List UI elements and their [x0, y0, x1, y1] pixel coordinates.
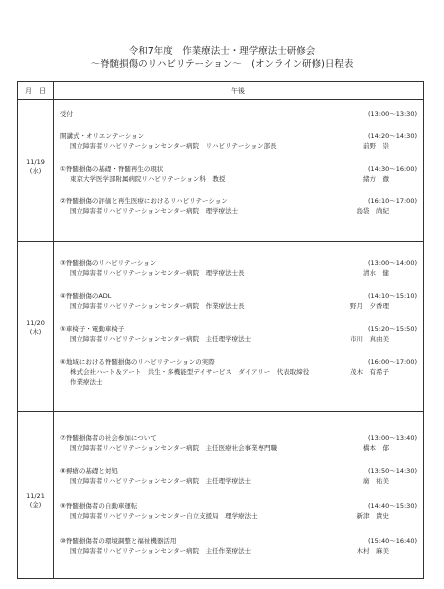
- session-lecturer: 緒方 徹: [363, 175, 389, 183]
- session-lecturer: 廣 祐美: [363, 477, 389, 485]
- session-lecturer: 清水 健: [363, 269, 389, 277]
- session-affiliation: 国立障害者リハビリテーションセンター病院 リハビリテーション部長: [70, 142, 277, 150]
- list-item: [60, 109, 417, 119]
- session-time: (13:00～14:00): [367, 259, 417, 267]
- day-divider: [18, 241, 423, 242]
- schedule-table: [17, 81, 424, 579]
- list-item: [60, 466, 417, 486]
- session-lecturer: 橋本 郁: [363, 444, 389, 452]
- document-title: 令和7年度 作業療法士・理学療法士研修会: [128, 46, 316, 57]
- session-title: ⑦脊髄損傷者の社会参加について: [60, 434, 157, 442]
- session-time: (15:40～16:40): [367, 537, 417, 545]
- session-time: (14:20～14:30): [367, 132, 417, 140]
- session-affiliation: 国立障害者リハビリテーションセンター自立支援局 理学療法士: [70, 512, 258, 520]
- list-item: [60, 324, 417, 344]
- session-lecturer: 市川 真由美: [350, 335, 389, 343]
- session-lecturer: 茂木 有希子: [350, 368, 389, 376]
- document-subtitle: ～脊髄損傷のリハビリテーション～ (オンライン研修)日程表: [90, 59, 354, 70]
- list-item: [60, 164, 417, 184]
- day-date: 11/19 (水): [26, 158, 45, 175]
- session-time: (16:10～17:00): [367, 197, 417, 205]
- session-lecturer: 新津 貴史: [356, 512, 389, 520]
- day-divider: [18, 411, 423, 412]
- header-afternoon: 午後: [231, 87, 245, 95]
- session-time: (13:00～13:30): [367, 110, 417, 118]
- session-title: ⑧褥瘡の基礎と対処: [60, 467, 118, 475]
- day-date: 11/20 (木): [26, 319, 45, 336]
- session-title: 開講式・オリエンテーション: [60, 132, 145, 140]
- list-item: [60, 536, 417, 556]
- session-title: ②脊髄損傷の評価と再生医療におけるリハビリテーション: [60, 197, 228, 205]
- session-affiliation: 国立障害者リハビリテーションセンター病院 理学療法士: [70, 207, 239, 215]
- list-item: [60, 131, 417, 151]
- column-divider: [53, 82, 54, 578]
- session-affiliation: 国立障害者リハビリテーションセンター病院 主任理学療法士: [70, 335, 252, 343]
- session-lecturer: 野月 夕香理: [350, 302, 389, 310]
- header-date: 月 日: [25, 87, 46, 95]
- session-title: ③脊髄損傷のリハビリテーション: [60, 259, 157, 267]
- session-time: (14:40～15:30): [367, 502, 417, 510]
- session-affiliation: 国立障害者リハビリテーションセンター病院 主任作業療法士: [70, 547, 252, 555]
- session-title: 受付: [60, 110, 73, 118]
- session-lecturer: 木村 麻美: [356, 547, 389, 555]
- session-affiliation: 国立障害者リハビリテーションセンター病院 主任医療社会事業専門職: [70, 444, 278, 452]
- session-affiliation: 国立障害者リハビリテーションセンター病院 作業療法士長: [70, 302, 245, 310]
- session-lecturer: 島袋 尚紀: [356, 207, 389, 215]
- session-time: (13:00～13:40): [367, 434, 417, 442]
- list-item: [60, 196, 417, 216]
- session-time: (16:00～17:00): [367, 358, 417, 366]
- session-title: ⑨脊髄損傷者の自動車運転: [60, 502, 138, 510]
- list-item: [60, 433, 417, 453]
- session-affiliation: 株式会社ハート＆アート 共生・多機能型デイサービス ダイアリー 代表取締役: [70, 368, 310, 376]
- session-time: (14:30～16:00): [367, 165, 417, 173]
- session-lecturer: 前野 崇: [363, 142, 389, 150]
- session-title: ⑩脊髄損傷者の環境調整と福祉機器活用: [60, 537, 177, 545]
- session-time: (15:20～15:50): [367, 325, 417, 333]
- session-title: ⑥地域における脊髄損傷のリハビリテーションの実際: [60, 358, 215, 366]
- list-item: [60, 258, 417, 278]
- session-time: (14:10～15:10): [367, 292, 417, 300]
- day-date: 11/21 (金): [26, 492, 45, 509]
- session-title: ⑤車椅子・電動車椅子: [60, 325, 125, 333]
- session-affiliation: 作業療法士: [70, 378, 103, 386]
- session-title: ④脊髄損傷のADL: [60, 292, 112, 300]
- session-time: (13:50～14:30): [367, 467, 417, 475]
- session-affiliation: 国立障害者リハビリテーションセンター病院 主任理学療法士: [70, 477, 252, 485]
- table-header: [18, 82, 423, 100]
- list-item: [60, 501, 417, 521]
- list-item: [60, 357, 417, 387]
- session-affiliation: 国立障害者リハビリテーションセンター病院 理学療法士長: [70, 269, 245, 277]
- list-item: [60, 291, 417, 311]
- session-title: ①脊髄損傷の基礎・脊髄再生の現状: [60, 165, 164, 173]
- session-affiliation: 東京大学医学部附属病院リハビリテーション科 教授: [70, 175, 226, 183]
